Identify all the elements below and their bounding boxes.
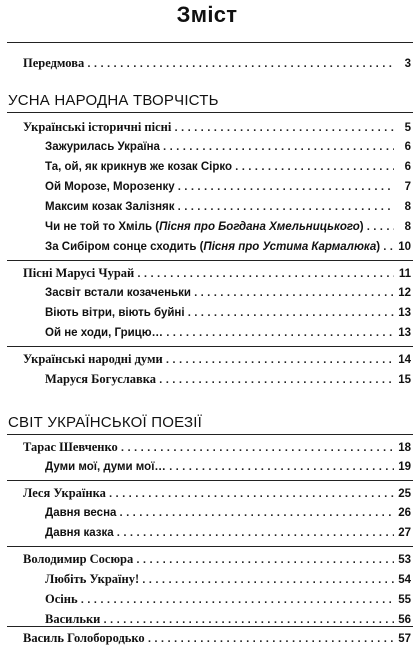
divider xyxy=(7,434,413,435)
dot-leader xyxy=(148,631,394,649)
toc-page-number: 6 xyxy=(404,161,411,173)
toc-page-number: 3 xyxy=(404,58,411,70)
toc-page-number: 13 xyxy=(398,307,411,319)
dot-leader xyxy=(367,219,394,237)
divider xyxy=(7,42,413,43)
toc-entry[interactable] xyxy=(45,138,411,156)
toc-entry-title: Українські народні думи xyxy=(23,352,163,366)
toc-page-number: 5 xyxy=(404,122,411,134)
dot-leader xyxy=(87,56,394,74)
dot-leader xyxy=(383,239,394,257)
toc-entry[interactable] xyxy=(45,178,411,196)
toc-entry-subtitle: Пісня про Богдана Хмельницького xyxy=(159,221,360,233)
toc-entry[interactable] xyxy=(45,524,411,542)
toc-page-number: 15 xyxy=(398,374,411,386)
toc-entry[interactable] xyxy=(45,590,411,608)
section-heading: СВІТ УКРАЇНСЬКОЇ ПОЕЗІЇ xyxy=(8,414,202,431)
toc-entry-title: Засвіт встали козаченьки xyxy=(45,287,191,299)
toc-entry-title: Українські історичні пісні xyxy=(23,120,172,134)
toc-entry[interactable] xyxy=(45,158,411,176)
toc-page-number: 8 xyxy=(404,221,411,233)
toc-page-number: 12 xyxy=(398,287,411,299)
toc-page-number: 10 xyxy=(398,241,411,253)
toc-entry-title: Та, ой, як крикнув же козак Сірко xyxy=(45,161,233,173)
toc-page-number: 57 xyxy=(398,633,411,645)
toc-entry-title: Маруся Богуславка xyxy=(45,372,157,386)
toc-entry-title: Леся Українка xyxy=(23,486,106,500)
toc-entry-title: Пісні Марусі Чурай xyxy=(23,266,135,280)
toc-entry-preface[interactable] xyxy=(23,54,411,72)
toc-page-number: 11 xyxy=(398,268,411,280)
dot-leader xyxy=(121,440,394,458)
toc-page-number: 26 xyxy=(398,507,411,519)
dot-leader xyxy=(166,352,394,370)
toc-entry[interactable] xyxy=(45,238,411,256)
toc-entry[interactable] xyxy=(23,550,411,568)
dot-leader xyxy=(163,139,394,157)
divider xyxy=(7,112,413,113)
dot-leader xyxy=(137,266,394,284)
toc-entry[interactable] xyxy=(45,218,411,236)
divider xyxy=(7,346,413,347)
toc-entry-title: Ой не ходи, Грицю… xyxy=(45,327,164,339)
divider xyxy=(7,480,413,481)
toc-entry-title: Тарас Шевченко xyxy=(23,440,118,454)
toc-entry-title: Думи мої, думи мої… xyxy=(45,461,166,473)
dot-leader xyxy=(117,525,394,543)
toc-entry[interactable] xyxy=(45,504,411,522)
toc-page-number: 25 xyxy=(398,488,411,500)
toc-entry[interactable] xyxy=(45,370,411,388)
toc-entry-title: Зажурилась Україна xyxy=(45,141,160,153)
toc-entry[interactable] xyxy=(45,324,411,342)
toc-entry[interactable] xyxy=(23,118,411,136)
toc-entry[interactable] xyxy=(23,350,411,368)
divider xyxy=(7,626,413,627)
toc-page-number: 18 xyxy=(398,442,411,454)
toc-page-number: 55 xyxy=(398,594,411,606)
toc-entry-title: Передмова xyxy=(23,56,85,70)
toc-entry[interactable] xyxy=(23,264,411,282)
toc-entry[interactable] xyxy=(45,304,411,322)
dot-leader xyxy=(109,486,394,504)
toc-entry-subtitle: Пісня про Устима Кармалюка xyxy=(203,241,377,253)
dot-leader xyxy=(178,199,394,217)
toc-page-number: 7 xyxy=(404,181,411,193)
divider xyxy=(7,546,413,547)
dot-leader xyxy=(166,325,394,343)
dot-leader xyxy=(81,592,394,610)
toc-entry-title: Давня казка xyxy=(45,527,114,539)
toc-entry-title: Володимир Сосюра xyxy=(23,552,134,566)
toc-page-number: 14 xyxy=(398,354,411,366)
dot-leader xyxy=(174,120,394,138)
divider xyxy=(7,260,413,261)
toc-entry[interactable] xyxy=(45,198,411,216)
section-heading: УСНА НАРОДНА ТВОРЧІСТЬ xyxy=(8,92,219,109)
toc-entry-title: Любіть Україну! xyxy=(45,572,140,586)
page-title: Зміст xyxy=(176,2,238,27)
toc-entry-title: Чи не той то Хміль (Пісня про Богдана Хмельницького) xyxy=(45,221,364,233)
toc-entry[interactable] xyxy=(23,438,411,456)
dot-leader xyxy=(188,305,394,323)
toc-entry-title: Давня весна xyxy=(45,507,117,519)
toc-page-number: 6 xyxy=(404,141,411,153)
dot-leader xyxy=(119,505,394,523)
toc-entry-title: За Сибіром сонце сходить (Пісня про Устима Кармалюка) xyxy=(45,241,381,253)
toc-entry-title: Максим козак Залізняк xyxy=(45,201,175,213)
toc-page-number: 54 xyxy=(398,574,411,586)
dot-leader xyxy=(136,552,394,570)
toc-page-number: 8 xyxy=(404,201,411,213)
dot-leader xyxy=(178,179,394,197)
toc-entry-title: Осінь xyxy=(45,592,78,606)
dot-leader xyxy=(194,285,394,303)
dot-leader xyxy=(103,612,394,630)
toc-page-number: 13 xyxy=(398,327,411,339)
dot-leader xyxy=(169,459,394,477)
toc-entry-title: Віють вітри, віють буйні xyxy=(45,307,185,319)
toc-entry-title: Васильки xyxy=(45,612,101,626)
toc-entry[interactable] xyxy=(23,629,411,647)
toc-page-number: 19 xyxy=(398,461,411,473)
toc-entry[interactable] xyxy=(45,458,411,476)
toc-entry[interactable] xyxy=(23,484,411,502)
dot-leader xyxy=(159,372,394,390)
toc-page-number: 53 xyxy=(398,554,411,566)
toc-entry-title: Ой Морозе, Морозенку xyxy=(45,181,175,193)
dot-leader xyxy=(235,159,394,177)
toc-entry[interactable] xyxy=(45,284,411,302)
toc-entry[interactable] xyxy=(45,570,411,588)
toc-page-number: 27 xyxy=(398,527,411,539)
dot-leader xyxy=(142,572,394,590)
toc-entry-title: Василь Голобородько xyxy=(23,631,145,645)
toc-page-number: 56 xyxy=(398,614,411,626)
